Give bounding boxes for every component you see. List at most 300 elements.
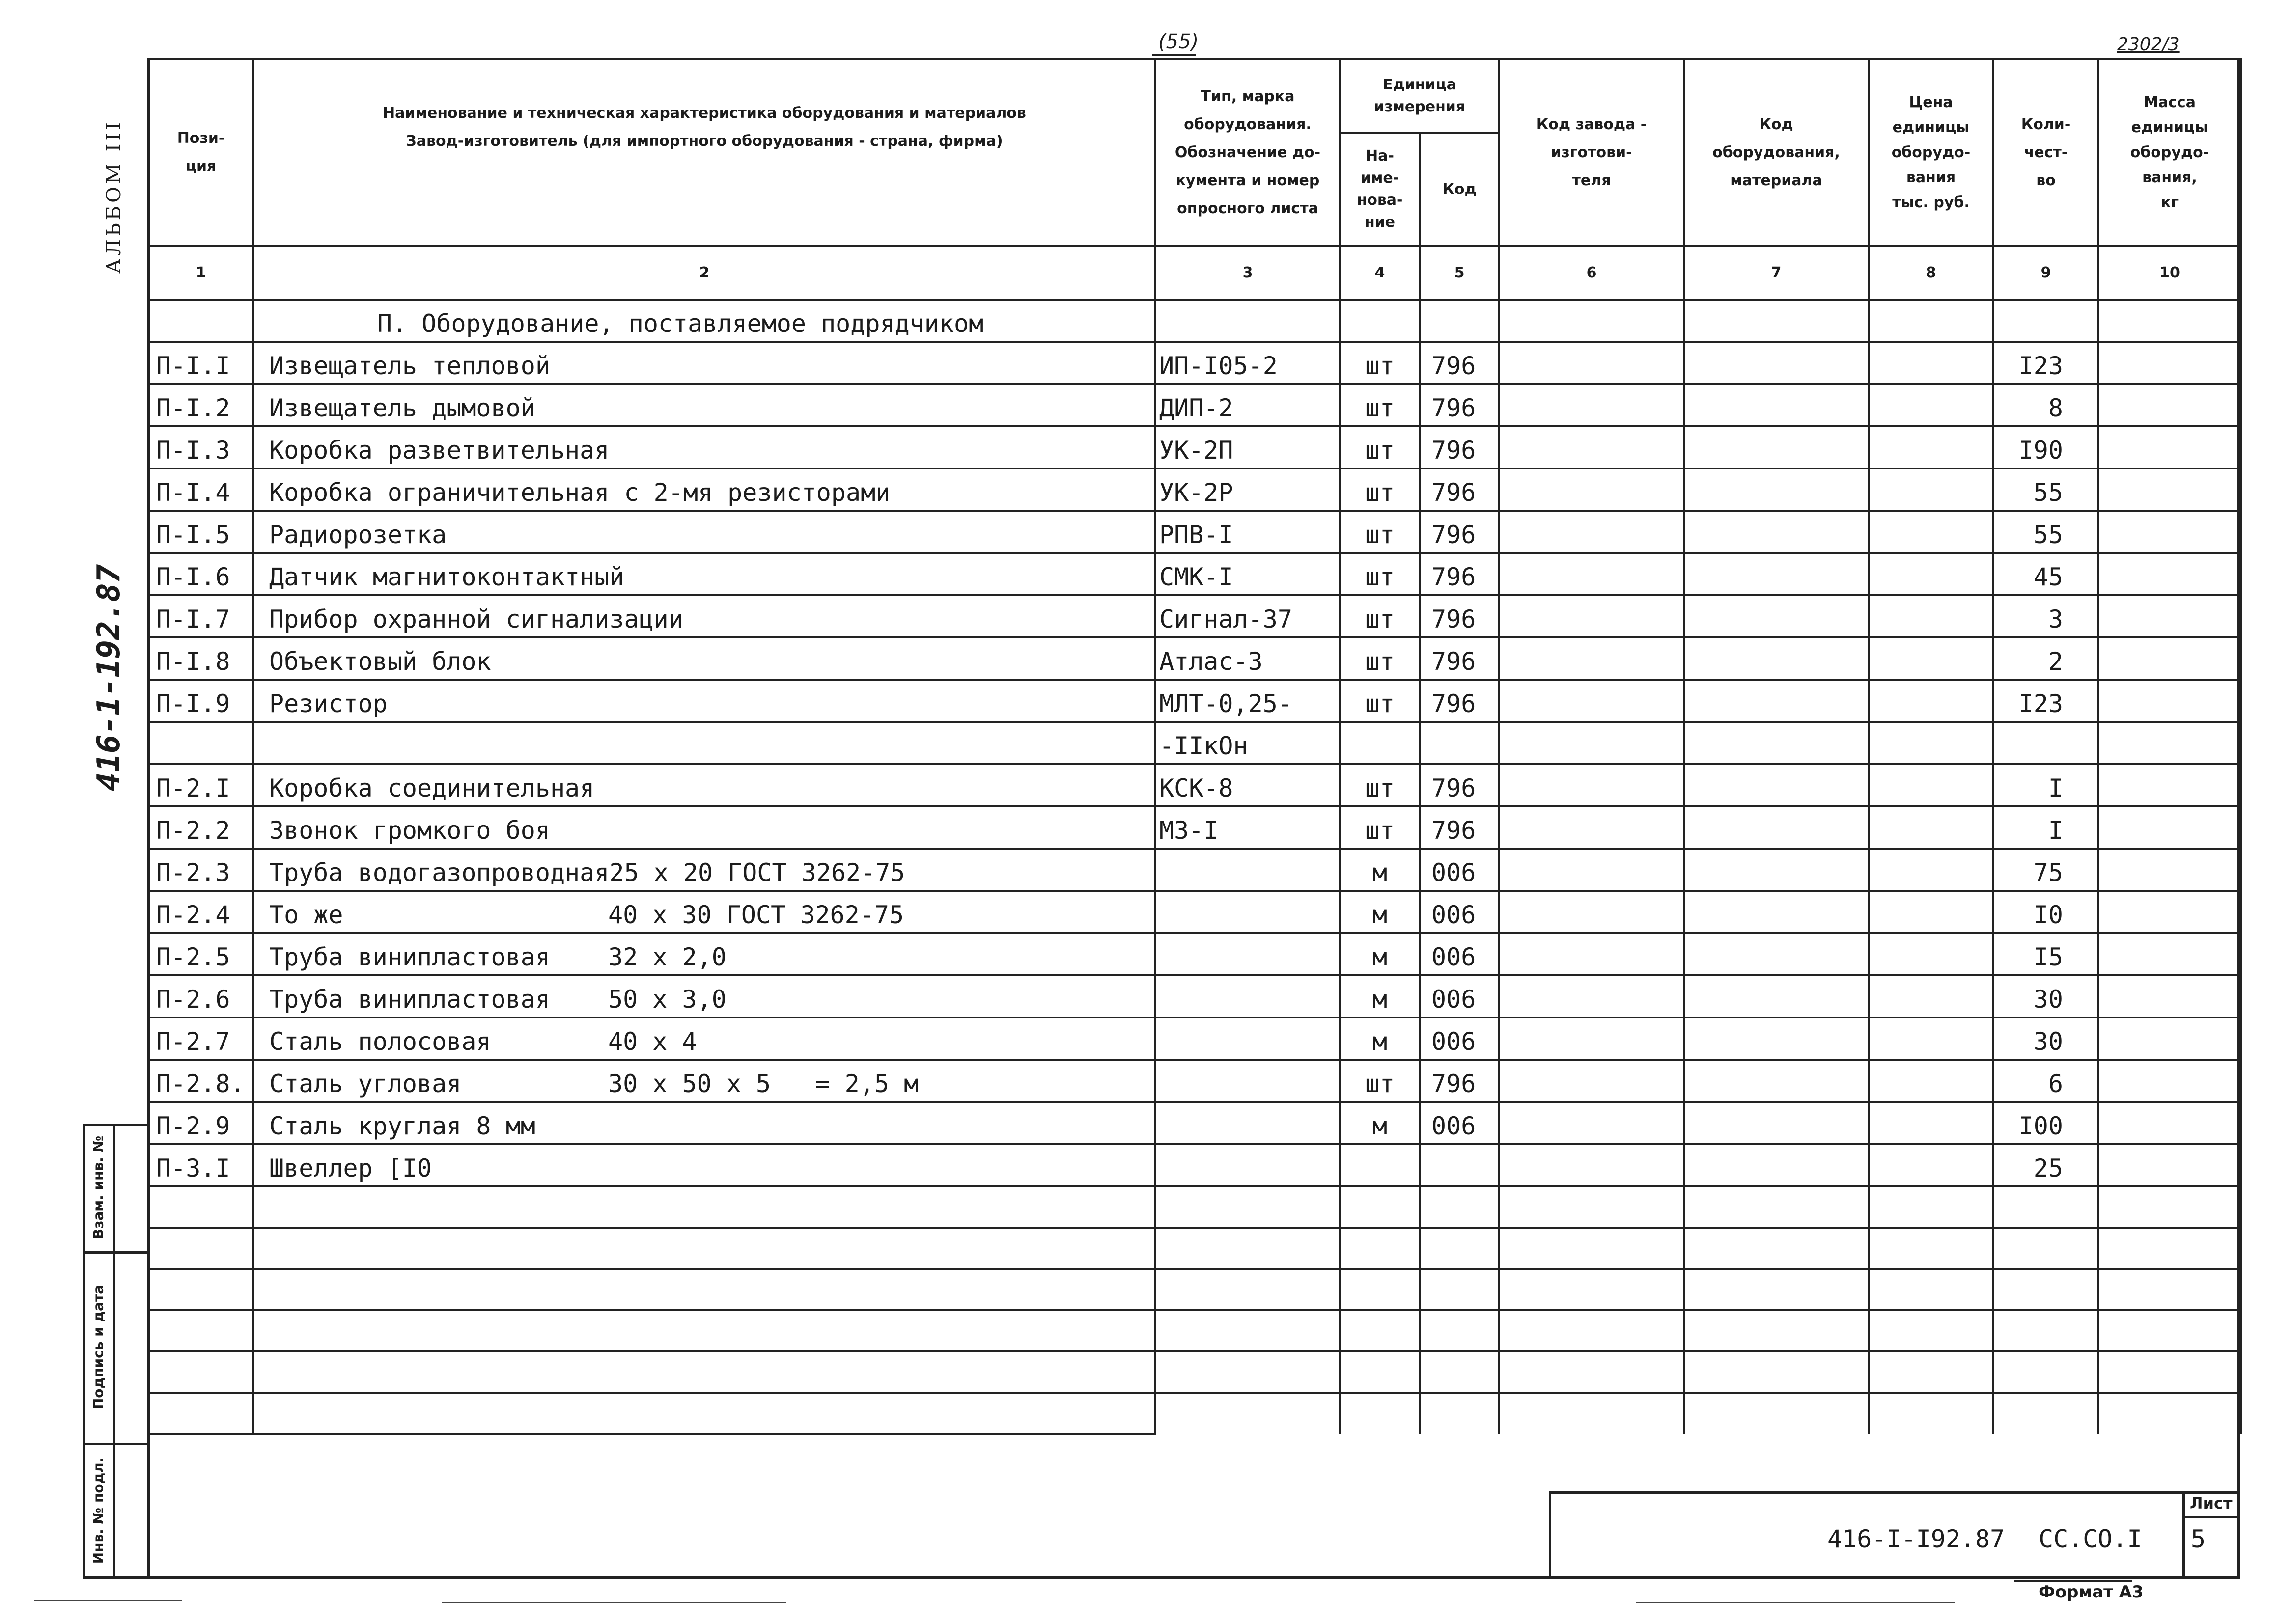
- mass-cell: [2098, 384, 2241, 426]
- mass-cell: [2098, 933, 2241, 975]
- empty-cell: [148, 300, 253, 342]
- unit-name-cell: м: [1340, 1018, 1420, 1060]
- quantity-cell: I23: [1993, 680, 2098, 722]
- equipment-code-cell: [1684, 384, 1869, 426]
- empty-cell: [1155, 1351, 1340, 1393]
- quantity-cell: I23: [1993, 342, 2098, 384]
- empty-cell: [1155, 1228, 1340, 1269]
- unit-code-cell: 796: [1420, 637, 1499, 680]
- quantity-cell: 55: [1993, 511, 2098, 553]
- title-block-divider: [2182, 1516, 2240, 1518]
- item-specification: 40 x 30 ГОСТ 3262-75: [608, 901, 904, 929]
- column-number-row: [148, 246, 2241, 300]
- empty-cell: [148, 1393, 253, 1434]
- unit-name-cell: м: [1340, 975, 1420, 1018]
- header-unit-code: Код: [1420, 133, 1499, 246]
- name-cell: [253, 933, 1155, 975]
- position-cell: П-2.4: [148, 891, 253, 933]
- type-cell: УК-2П: [1155, 426, 1340, 468]
- empty-cell: [1155, 1310, 1340, 1351]
- unit-code-cell: 796: [1420, 342, 1499, 384]
- quantity-cell: 75: [1993, 849, 2098, 891]
- header-mass: Масса единицы оборудо- вания, кг: [2098, 59, 2241, 246]
- price-cell: [1869, 511, 1993, 553]
- position-cell: П-2.6: [148, 975, 253, 1018]
- position-cell: П-I.5: [148, 511, 253, 553]
- empty-cell: [1869, 1393, 1993, 1434]
- empty-cell: [1684, 1269, 1869, 1310]
- unit-name-cell: м: [1340, 933, 1420, 975]
- empty-cell: [1499, 1186, 1684, 1228]
- mass-cell: [2098, 1060, 2241, 1102]
- position-cell: П-2.8.: [148, 1060, 253, 1102]
- maker-code-cell: [1499, 764, 1684, 806]
- table-row: [148, 637, 2241, 680]
- page-mark-underline: [1152, 54, 1196, 56]
- mass-cell: [2098, 891, 2241, 933]
- empty-cell: [253, 1269, 1155, 1310]
- type-cell: ИП-I05-2: [1155, 342, 1340, 384]
- table-row: [148, 426, 2241, 468]
- unit-name-cell: м: [1340, 1102, 1420, 1144]
- item-name: Извещатель дымовой: [269, 394, 535, 422]
- position-cell: П-2.3: [148, 849, 253, 891]
- empty-cell: [1420, 1228, 1499, 1269]
- mass-cell: [2098, 680, 2241, 722]
- type-cell: МЗ-I: [1155, 806, 1340, 849]
- name-cell: [253, 553, 1155, 595]
- column-number: 1: [148, 246, 253, 300]
- header-name: Наименование и техническая характеристика оборудования и материалов Завод-изготовитель (для импортного оборудования - страна, фирма): [253, 59, 1155, 246]
- original-inventory-label: Инв. № подл.: [90, 1457, 107, 1564]
- empty-cell: [148, 1186, 253, 1228]
- mass-cell: [2098, 849, 2241, 891]
- type-cell: [1155, 933, 1340, 975]
- type-cell: [1155, 975, 1340, 1018]
- replaced-inventory-label: Взам. инв. №: [90, 1135, 107, 1239]
- empty-cell: [1499, 300, 1684, 342]
- maker-code-cell: [1499, 933, 1684, 975]
- table-row: [148, 553, 2241, 595]
- page-mark: (55): [1158, 30, 1199, 53]
- price-cell: [1869, 933, 1993, 975]
- quantity-cell: 30: [1993, 975, 2098, 1018]
- empty-cell: [2098, 1186, 2241, 1228]
- mass-cell: [2098, 468, 2241, 511]
- position-cell: П-I.9: [148, 680, 253, 722]
- scan-artifact: [34, 1600, 182, 1601]
- empty-cell: [1340, 1228, 1420, 1269]
- empty-cell: [1420, 1393, 1499, 1434]
- empty-row: [148, 1393, 2241, 1434]
- maker-code-cell: [1499, 426, 1684, 468]
- quantity-cell: I: [1993, 806, 2098, 849]
- equipment-code-cell: [1684, 722, 1869, 764]
- price-cell: [1869, 764, 1993, 806]
- empty-row: [148, 1351, 2241, 1393]
- empty-cell: [1340, 1310, 1420, 1351]
- section-title-row: [148, 300, 2241, 342]
- empty-cell: [148, 1351, 253, 1393]
- price-cell: [1869, 553, 1993, 595]
- quantity-cell: I5: [1993, 933, 2098, 975]
- name-cell: [253, 342, 1155, 384]
- type-cell: РПВ-I: [1155, 511, 1340, 553]
- empty-cell: [1869, 1269, 1993, 1310]
- column-number: 4: [1340, 246, 1420, 300]
- empty-cell: [253, 1228, 1155, 1269]
- scan-artifact: [442, 1602, 786, 1603]
- empty-cell: [2098, 1228, 2241, 1269]
- empty-cell: [1420, 1269, 1499, 1310]
- table-row: [148, 680, 2241, 722]
- item-name: Коробка соединительная: [269, 774, 595, 802]
- document-number: 416-I-I92.87: [1827, 1525, 2005, 1553]
- item-name: Датчик магнитоконтактный: [269, 563, 624, 591]
- price-cell: [1869, 468, 1993, 511]
- unit-code-cell: 006: [1420, 849, 1499, 891]
- empty-cell: [1420, 1351, 1499, 1393]
- equipment-code-cell: [1684, 1060, 1869, 1102]
- unit-name-cell: шт: [1340, 426, 1420, 468]
- position-cell: П-2.9: [148, 1102, 253, 1144]
- empty-cell: [1340, 300, 1420, 342]
- price-cell: [1869, 637, 1993, 680]
- quantity-cell: I90: [1993, 426, 2098, 468]
- empty-cell: [253, 1186, 1155, 1228]
- quantity-cell: I0: [1993, 891, 2098, 933]
- quantity-cell: [1993, 722, 2098, 764]
- position-cell: П-2.7: [148, 1018, 253, 1060]
- maker-code-cell: [1499, 468, 1684, 511]
- empty-cell: [1869, 1351, 1993, 1393]
- quantity-cell: 6: [1993, 1060, 2098, 1102]
- unit-code-cell: 796: [1420, 806, 1499, 849]
- maker-code-cell: [1499, 1144, 1684, 1186]
- equipment-code-cell: [1684, 764, 1869, 806]
- header-unit-group: Единица измерения: [1340, 59, 1499, 133]
- item-name: Коробка разветвительная: [269, 436, 610, 465]
- quantity-cell: 25: [1993, 1144, 2098, 1186]
- quantity-cell: 3: [1993, 595, 2098, 637]
- unit-code-cell: 796: [1420, 553, 1499, 595]
- type-cell: ДИП-2: [1155, 384, 1340, 426]
- empty-cell: [1499, 1269, 1684, 1310]
- empty-cell: [1684, 1186, 1869, 1228]
- equipment-code-cell: [1684, 595, 1869, 637]
- column-number: 7: [1684, 246, 1869, 300]
- table-row: [148, 891, 2241, 933]
- document-code: СС.СО.I: [2039, 1525, 2142, 1553]
- header-price: Цена единицы оборудо- вания тыс. руб.: [1869, 59, 1993, 246]
- unit-code-cell: 006: [1420, 933, 1499, 975]
- empty-cell: [253, 1310, 1155, 1351]
- sheet-code-top: 2302/3: [2117, 34, 2180, 55]
- quantity-cell: 45: [1993, 553, 2098, 595]
- signature-date-label: Подпись и дата: [90, 1284, 107, 1410]
- empty-cell: [1684, 1393, 1869, 1434]
- name-cell: [253, 722, 1155, 764]
- table-row: [148, 975, 2241, 1018]
- section-title: П. Оборудование, поставляемое подрядчиком: [253, 300, 1155, 342]
- equipment-code-cell: [1684, 849, 1869, 891]
- mass-cell: [2098, 426, 2241, 468]
- type-cell: [1155, 1144, 1340, 1186]
- format-label: Формат А3: [2039, 1582, 2144, 1602]
- empty-cell: [1993, 1186, 2098, 1228]
- type-cell: УК-2Р: [1155, 468, 1340, 511]
- position-cell: П-I.6: [148, 553, 253, 595]
- empty-cell: [1420, 1310, 1499, 1351]
- empty-cell: [2098, 1393, 2241, 1434]
- mass-cell: [2098, 764, 2241, 806]
- name-cell: [253, 680, 1155, 722]
- equipment-code-cell: [1684, 511, 1869, 553]
- type-cell: КСК-8: [1155, 764, 1340, 806]
- type-cell: [1155, 1018, 1340, 1060]
- item-specification: 40 x 4: [608, 1027, 697, 1056]
- mass-cell: [2098, 511, 2241, 553]
- table-row: [148, 764, 2241, 806]
- empty-row: [148, 1310, 2241, 1351]
- unit-code-cell: 006: [1420, 1102, 1499, 1144]
- price-cell: [1869, 1018, 1993, 1060]
- item-name: Швеллер [I0: [269, 1154, 432, 1183]
- type-cell: Сигнал-37: [1155, 595, 1340, 637]
- empty-cell: [1869, 1186, 1993, 1228]
- position-cell: П-2.I: [148, 764, 253, 806]
- item-specification: 25 x 20 ГОСТ 3262-75: [609, 858, 905, 887]
- empty-cell: [1869, 1228, 1993, 1269]
- empty-cell: [1340, 1186, 1420, 1228]
- price-cell: [1869, 1060, 1993, 1102]
- name-cell: [253, 637, 1155, 680]
- unit-name-cell: шт: [1340, 384, 1420, 426]
- strip-divider: [83, 1251, 147, 1254]
- position-cell: П-2.5: [148, 933, 253, 975]
- sheet-number: 5: [2191, 1525, 2206, 1553]
- mass-cell: [2098, 637, 2241, 680]
- table-row: [148, 849, 2241, 891]
- price-cell: [1869, 1144, 1993, 1186]
- item-specification: 32 x 2,0: [608, 943, 727, 971]
- table-row: [148, 1060, 2241, 1102]
- mass-cell: [2098, 342, 2241, 384]
- item-name: Звонок громкого боя: [269, 816, 550, 845]
- unit-name-cell: шт: [1340, 553, 1420, 595]
- position-cell: П-2.2: [148, 806, 253, 849]
- unit-code-cell: 796: [1420, 384, 1499, 426]
- unit-code-cell: 796: [1420, 426, 1499, 468]
- empty-cell: [1340, 1351, 1420, 1393]
- position-cell: П-I.7: [148, 595, 253, 637]
- unit-code-cell: 796: [1420, 764, 1499, 806]
- unit-name-cell: м: [1340, 849, 1420, 891]
- name-cell: [253, 764, 1155, 806]
- equipment-code-cell: [1684, 342, 1869, 384]
- position-cell: П-3.I: [148, 1144, 253, 1186]
- item-name: Сталь полосовая: [269, 1027, 491, 1056]
- table-row: [148, 511, 2241, 553]
- table-row: [148, 595, 2241, 637]
- maker-code-cell: [1499, 722, 1684, 764]
- sheet-label: Лист: [2190, 1494, 2233, 1513]
- price-cell: [1869, 384, 1993, 426]
- unit-name-cell: шт: [1340, 637, 1420, 680]
- maker-code-cell: [1499, 891, 1684, 933]
- equipment-code-cell: [1684, 891, 1869, 933]
- empty-cell: [1499, 1228, 1684, 1269]
- equipment-code-cell: [1684, 1102, 1869, 1144]
- item-name: Извещатель тепловой: [269, 352, 550, 380]
- empty-cell: [1684, 300, 1869, 342]
- table-row: [148, 1018, 2241, 1060]
- quantity-cell: I00: [1993, 1102, 2098, 1144]
- empty-cell: [1684, 1351, 1869, 1393]
- unit-code-cell: 006: [1420, 1018, 1499, 1060]
- maker-code-cell: [1499, 342, 1684, 384]
- column-number: 10: [2098, 246, 2241, 300]
- name-cell: [253, 806, 1155, 849]
- table-row: [148, 933, 2241, 975]
- scan-artifact: [1636, 1602, 1955, 1603]
- item-name: Труба винипластовая: [269, 943, 550, 971]
- equipment-code-cell: [1684, 680, 1869, 722]
- maker-code-cell: [1499, 384, 1684, 426]
- unit-code-cell: 796: [1420, 511, 1499, 553]
- mass-cell: [2098, 1018, 2241, 1060]
- table-row: [148, 806, 2241, 849]
- equipment-code-cell: [1684, 1018, 1869, 1060]
- header-equipment-code: Код оборудования, материала: [1684, 59, 1869, 246]
- equipment-code-cell: [1684, 468, 1869, 511]
- column-number: 6: [1499, 246, 1684, 300]
- header-maker-code: Код завода - изготови- теля: [1499, 59, 1684, 246]
- item-name: Сталь круглая 8 мм: [269, 1112, 535, 1140]
- price-cell: [1869, 975, 1993, 1018]
- position-cell: П-I.3: [148, 426, 253, 468]
- empty-cell: [1420, 300, 1499, 342]
- empty-cell: [253, 1393, 1155, 1434]
- maker-code-cell: [1499, 511, 1684, 553]
- table-row: [148, 722, 2241, 764]
- empty-cell: [1420, 1186, 1499, 1228]
- unit-code-cell: 796: [1420, 595, 1499, 637]
- equipment-code-cell: [1684, 933, 1869, 975]
- price-cell: [1869, 595, 1993, 637]
- empty-cell: [1993, 300, 2098, 342]
- position-cell: П-I.I: [148, 342, 253, 384]
- type-cell: [1155, 849, 1340, 891]
- unit-name-cell: шт: [1340, 1060, 1420, 1102]
- empty-cell: [1499, 1393, 1684, 1434]
- quantity-cell: 8: [1993, 384, 2098, 426]
- mass-cell: [2098, 553, 2241, 595]
- empty-cell: [1684, 1310, 1869, 1351]
- strip-vertical-divider: [113, 1124, 115, 1579]
- quantity-cell: I: [1993, 764, 2098, 806]
- name-cell: [253, 595, 1155, 637]
- item-name: Резистор: [269, 689, 388, 718]
- header-type: Тип, марка оборудования. Обозначение до- кумента и номер опросного листа: [1155, 59, 1340, 246]
- table-row: [148, 342, 2241, 384]
- column-number: 3: [1155, 246, 1340, 300]
- price-cell: [1869, 891, 1993, 933]
- empty-cell: [1869, 1310, 1993, 1351]
- quantity-cell: 55: [1993, 468, 2098, 511]
- unit-code-cell: [1420, 722, 1499, 764]
- empty-cell: [1340, 1393, 1420, 1434]
- unit-name-cell: м: [1340, 891, 1420, 933]
- empty-cell: [1869, 300, 1993, 342]
- empty-row: [148, 1186, 2241, 1228]
- unit-code-cell: 796: [1420, 468, 1499, 511]
- strip-divider: [83, 1443, 147, 1445]
- type-cell: [1155, 1060, 1340, 1102]
- type-cell: -IIкОн: [1155, 722, 1340, 764]
- price-cell: [1869, 722, 1993, 764]
- name-cell: [253, 1144, 1155, 1186]
- type-cell: МЛТ-0,25-: [1155, 680, 1340, 722]
- quantity-cell: 30: [1993, 1018, 2098, 1060]
- album-label: АЛЬБОМ III: [103, 119, 125, 274]
- header-unit-name: На- име- нова- ние: [1340, 133, 1420, 246]
- table-row: [148, 384, 2241, 426]
- position-cell: П-I.8: [148, 637, 253, 680]
- equipment-code-cell: [1684, 637, 1869, 680]
- unit-name-cell: шт: [1340, 764, 1420, 806]
- position-cell: [148, 722, 253, 764]
- price-cell: [1869, 426, 1993, 468]
- empty-cell: [148, 1228, 253, 1269]
- price-cell: [1869, 342, 1993, 384]
- empty-cell: [1499, 1310, 1684, 1351]
- item-name: То же: [269, 901, 343, 929]
- empty-cell: [2098, 1269, 2241, 1310]
- mass-cell: [2098, 975, 2241, 1018]
- item-name: Радиорозетка: [269, 521, 447, 549]
- unit-name-cell: [1340, 1144, 1420, 1186]
- header-position: Пози- ция: [148, 59, 253, 246]
- empty-cell: [1155, 1393, 1340, 1434]
- name-cell: [253, 849, 1155, 891]
- item-name: Труба водогазопроводная: [269, 858, 610, 887]
- name-cell: [253, 468, 1155, 511]
- item-specification: 30 x 50 x 5 = 2,5 м: [608, 1070, 919, 1098]
- unit-name-cell: шт: [1340, 342, 1420, 384]
- unit-name-cell: шт: [1340, 680, 1420, 722]
- empty-cell: [1155, 300, 1340, 342]
- empty-cell: [1993, 1269, 2098, 1310]
- maker-code-cell: [1499, 1102, 1684, 1144]
- column-number: 2: [253, 246, 1155, 300]
- mass-cell: [2098, 1102, 2241, 1144]
- price-cell: [1869, 849, 1993, 891]
- equipment-code-cell: [1684, 975, 1869, 1018]
- table-row: [148, 1144, 2241, 1186]
- unit-name-cell: шт: [1340, 468, 1420, 511]
- empty-cell: [148, 1310, 253, 1351]
- maker-code-cell: [1499, 1060, 1684, 1102]
- empty-cell: [1155, 1186, 1340, 1228]
- unit-name-cell: [1340, 722, 1420, 764]
- empty-cell: [1993, 1351, 2098, 1393]
- price-cell: [1869, 806, 1993, 849]
- name-cell: [253, 891, 1155, 933]
- name-cell: [253, 384, 1155, 426]
- type-cell: Атлас-3: [1155, 637, 1340, 680]
- type-cell: [1155, 891, 1340, 933]
